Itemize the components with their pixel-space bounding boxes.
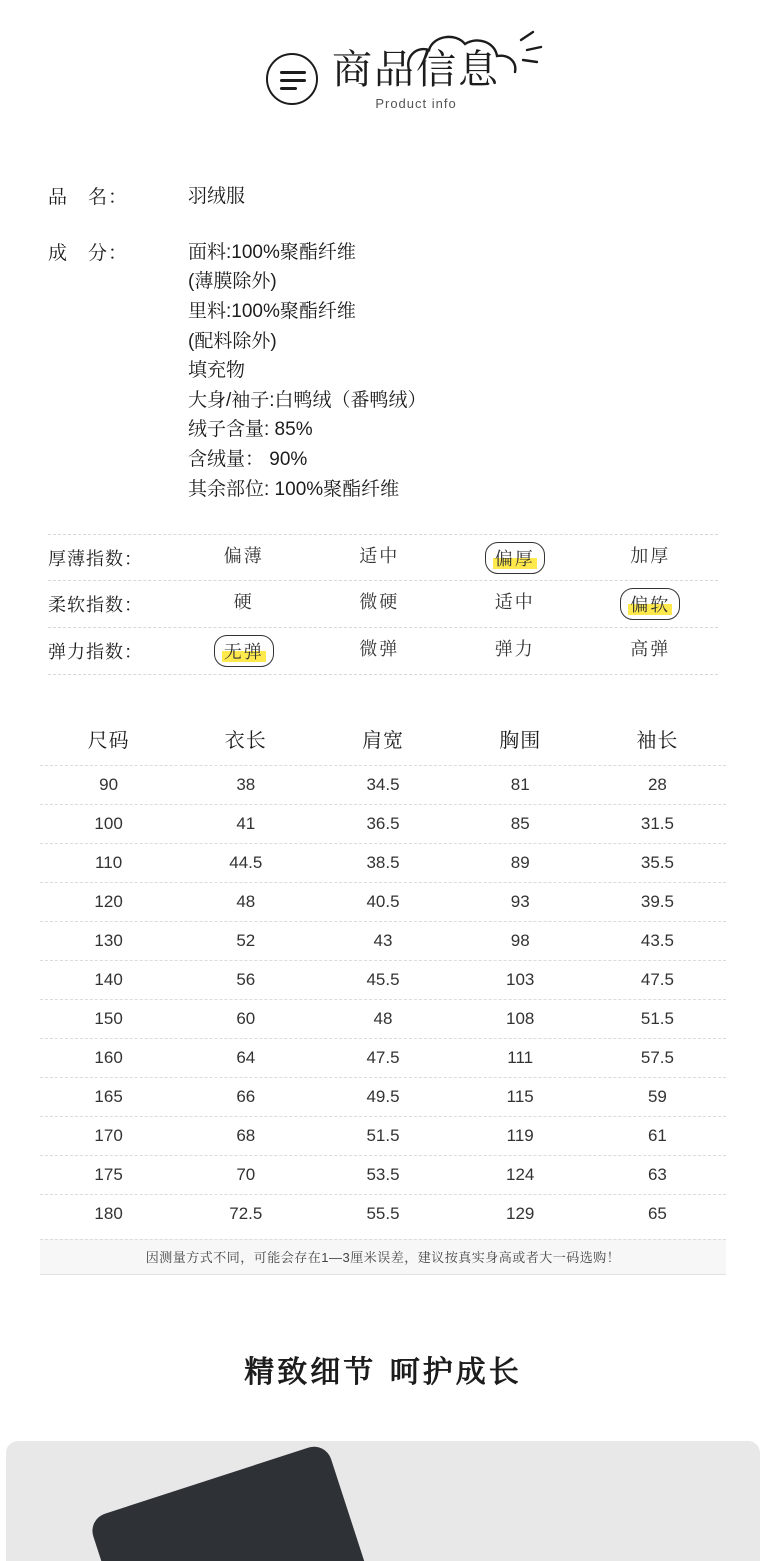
cell: 40.5 [366,892,400,912]
cell: 170 [94,1126,123,1146]
cell: 36.5 [366,814,400,834]
cell: 53.5 [366,1165,400,1185]
table-row [40,1077,726,1116]
cell: 175 [94,1165,123,1185]
index-options [176,542,718,574]
info-label: 成 分： [48,242,129,264]
index-option[interactable]: 弹力 [494,639,535,660]
cell: 160 [94,1048,123,1068]
index-row-softness [48,581,718,628]
cell: 38 [236,775,256,795]
index-options [176,588,718,620]
index-option[interactable]: 加厚 [630,545,671,566]
detail-photo-image [6,1441,760,1561]
info-value-line: (薄膜除外) [188,271,277,293]
cell: 66 [236,1087,256,1107]
cell: 44.5 [229,853,263,873]
cell: 47.5 [366,1048,400,1068]
cell: 165 [94,1087,123,1107]
header-title-block [332,48,500,111]
cell: 48 [373,1009,393,1029]
cell: 72.5 [229,1204,263,1224]
cell: 52 [236,931,256,951]
index-option[interactable]: 微硬 [359,592,400,613]
cell: 119 [506,1126,534,1146]
cell: 115 [506,1087,534,1107]
cell: 110 [95,853,123,873]
cell: 150 [94,1009,123,1029]
info-value-line: (配料除外) [188,330,277,352]
cell: 124 [506,1165,535,1185]
cell: 51.5 [640,1009,674,1029]
info-value-line: 里料:100%聚酯纤维 [188,300,356,322]
index-option[interactable]: 适中 [494,592,535,613]
cell: 64 [236,1048,256,1068]
cell: 90 [99,775,119,795]
table-row [40,804,726,843]
table-row [40,999,726,1038]
cell: 60 [236,1009,256,1029]
cell: 140 [94,970,123,990]
info-value-line: 其余部位: 100%聚酯纤维 [188,478,400,500]
info-value-group [188,238,427,505]
cell: 35.5 [640,853,674,873]
table-row [40,1116,726,1155]
detail-photo [0,1441,766,1561]
info-value-line: 面料:100%聚酯纤维 [188,241,356,263]
cell: 70 [236,1165,256,1185]
cell: 93 [510,892,530,912]
info-label: 品 名： [48,187,129,208]
cell: 39.5 [640,892,674,912]
info-value-group [188,182,245,212]
cell: 43 [373,931,393,951]
info-value-line: 填充物 [188,360,246,382]
table-row [40,960,726,999]
size-table-header [40,711,726,765]
product-info-block [0,182,766,504]
table-row [40,921,726,960]
page-subtitle: Product info [375,96,457,111]
cell: 51.5 [366,1126,400,1146]
index-options [176,635,718,667]
info-value-line: 绒子含量: 85% [188,419,313,441]
index-option[interactable]: 硬 [233,592,254,613]
cell: 43.5 [640,931,674,951]
cell: 57.5 [640,1048,674,1068]
index-option[interactable]: 偏薄 [223,545,264,566]
cell: 45.5 [366,970,400,990]
index-row-label: 弹力指数： [48,642,143,663]
cell: 55.5 [366,1204,400,1224]
cell: 47.5 [640,970,674,990]
cell: 49.5 [366,1087,400,1107]
column-header: 肩宽 [362,729,404,752]
index-option[interactable]: 高弹 [630,639,671,660]
cell: 108 [506,1009,535,1029]
cell: 89 [510,853,530,873]
index-option-selected[interactable]: 偏厚 [447,542,583,574]
cell: 61 [647,1126,667,1146]
index-option-selected[interactable]: 无弹 [176,635,312,667]
cell: 129 [506,1204,535,1224]
column-header: 尺码 [87,729,130,752]
index-table [48,534,718,675]
cell: 103 [506,970,535,990]
cell: 56 [236,970,256,990]
index-row-label: 柔软指数： [48,595,143,616]
table-row [40,882,726,921]
column-header: 胸围 [499,729,542,752]
index-row-thickness [48,534,718,581]
cell: 31.5 [640,814,674,834]
cell: 130 [94,931,123,951]
cell: 81 [510,775,530,795]
cell: 48 [236,892,256,912]
list-circle-icon [266,53,318,105]
size-table [40,711,726,1275]
page-header [0,18,766,158]
cell: 59 [647,1087,667,1107]
cell: 85 [510,814,530,834]
cell: 180 [94,1204,123,1224]
index-row-label: 厚薄指数： [48,548,143,569]
page-title: 商品信息 [332,47,500,93]
section-title: 精致细节 呵护成长 [244,1355,522,1391]
cell: 34.5 [366,775,400,795]
info-value-line: 羽绒服 [188,186,246,207]
table-row [40,1155,726,1194]
cell: 120 [94,892,123,912]
table-row [40,1038,726,1077]
index-option-selected[interactable]: 偏软 [583,588,719,620]
column-header: 袖长 [636,729,679,752]
table-row [40,843,726,882]
info-row-name [48,182,718,212]
info-value-line: 大身/袖子:白鸭绒（番鸭绒） [188,389,427,411]
cell: 65 [647,1204,667,1224]
cell: 41 [236,814,256,834]
info-value-line: 含绒量： 90% [188,449,308,470]
index-option[interactable]: 微弹 [359,639,400,660]
column-header: 衣长 [224,729,267,752]
cell: 68 [236,1126,256,1146]
cell: 63 [647,1165,667,1185]
index-option[interactable]: 适中 [359,545,400,566]
table-row [40,1194,726,1233]
cell: 38.5 [366,853,400,873]
size-table-note: 因测量方式不同，可能会存在1—3厘米误差，建议按真实身高或者大一码选购！ [40,1239,726,1275]
table-row [40,765,726,804]
cell: 28 [647,775,667,795]
cell: 111 [507,1048,534,1068]
cell: 100 [94,814,123,834]
info-row-composition [48,238,718,505]
cell: 98 [510,931,530,951]
index-row-elasticity [48,628,718,675]
